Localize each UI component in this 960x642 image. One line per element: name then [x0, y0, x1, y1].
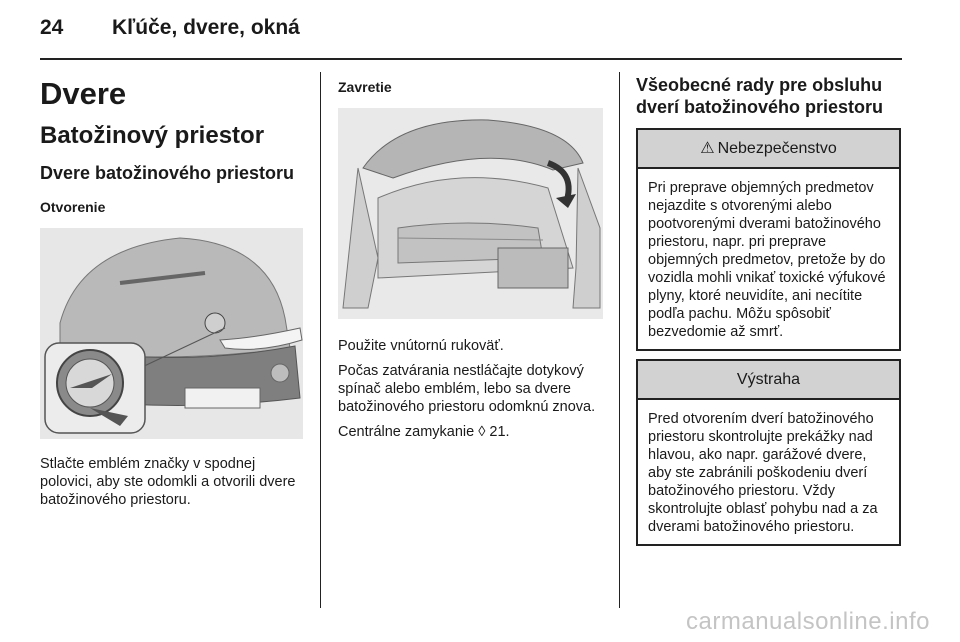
- closing-para-handle: Použite vnútornú rukoväť.: [338, 338, 504, 354]
- caution-text: Pred otvorením dverí batožinového priestoru skontrolujte prekážky nad hlavou, ako napr. garážové dvere, aby ste zabránili poškodeniu dverí batožinového priestoru. Vždy skontrolujte oblasť pohybu nad a za dverami batožinového priestoru.: [648, 411, 878, 535]
- danger-title: Nebezpečenstvo: [717, 140, 837, 157]
- subsection-title: Dvere batožinového priestoru: [40, 163, 295, 183]
- page-number: 24: [40, 16, 64, 39]
- section-title: Batožinový priestor: [40, 122, 265, 149]
- danger-box: [636, 128, 901, 351]
- column-right: [636, 68, 901, 546]
- caution-box: [636, 359, 901, 546]
- central-locking-reference[interactable]: Centrálne zamykanie ◊ 21.: [338, 424, 510, 440]
- column-left: [40, 68, 303, 509]
- warning-triangle-icon: ⚠: [700, 140, 715, 157]
- chapter-title: Kľúče, dvere, okná: [112, 16, 300, 39]
- opening-illustration: [40, 228, 303, 439]
- general-advice-heading: Všeobecné rady pre obsluhu dverí batožinového priestoru: [636, 75, 884, 117]
- header-rule: [40, 58, 902, 60]
- column-divider-1: [320, 72, 321, 608]
- opening-caption: Stlačte emblém značky v spodnej polovici, aby ste odomkli a otvorili dvere batožinového priestoru.: [40, 456, 296, 508]
- column-middle: [338, 68, 603, 441]
- danger-box-header: [638, 130, 899, 169]
- page-header: [40, 16, 300, 40]
- column-divider-2: [619, 72, 620, 608]
- closing-heading: Zavretie: [338, 79, 392, 95]
- danger-text: Pri preprave objemných predmetov nejazdite s otvorenými alebo pootvorenými dverami batožinového priestoru, napr. pri preprave objemných predmetov, pretože by do vozidla mohli vnikať toxické výfukové plyny, ktoré neuvidíte, ani necítite podľa pachu. Môžu spôsobiť bezvedomie až smrť.: [648, 180, 886, 340]
- page-title: Dvere: [40, 76, 127, 111]
- opening-heading: Otvorenie: [40, 199, 106, 215]
- closing-para-warning: Počas zatvárania nestláčajte dotykový spínač alebo emblém, lebo sa dvere batožinového priestoru odomknú znova.: [338, 363, 596, 415]
- caution-title: Výstraha: [638, 361, 899, 400]
- closing-illustration: [338, 108, 603, 319]
- watermark: carmanualsonline.info: [686, 608, 930, 635]
